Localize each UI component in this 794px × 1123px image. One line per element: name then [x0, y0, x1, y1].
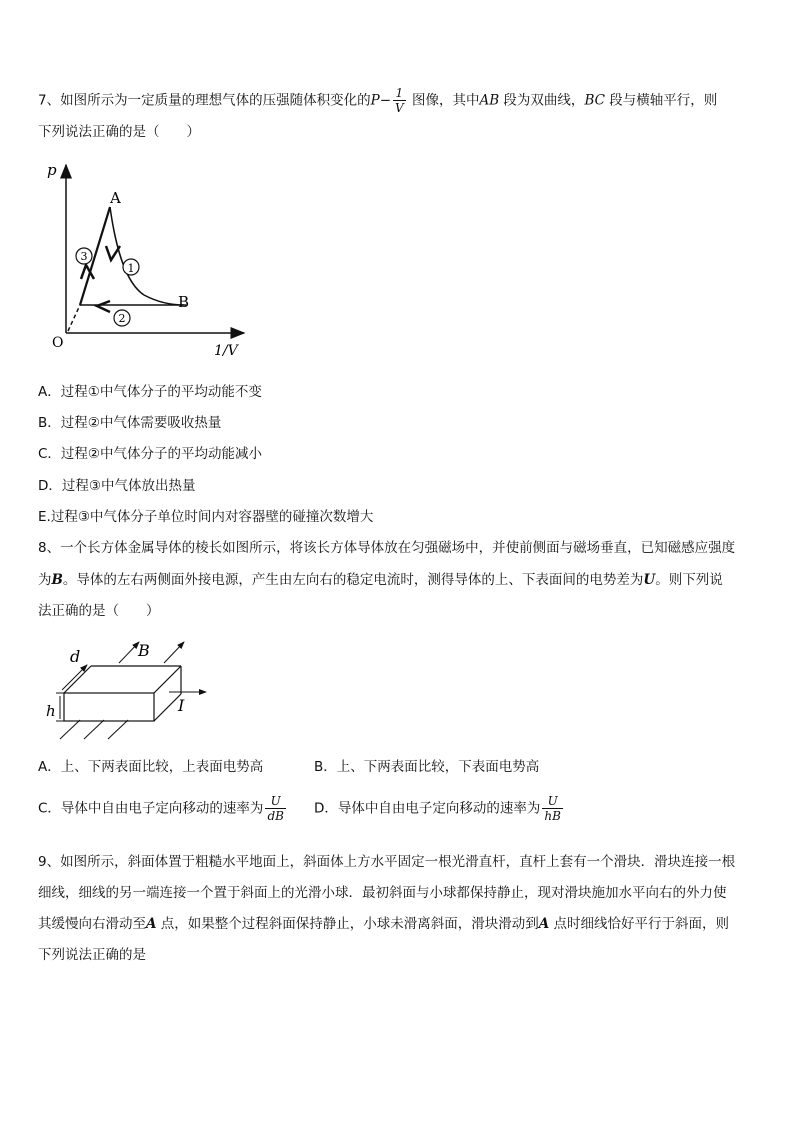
expr-p: P — [370, 92, 380, 109]
fraction-u-over-hb: $\frac{U}{hB}$ — [544, 794, 561, 823]
marker-1 — [123, 259, 139, 275]
q8-option-b: B．上、下两表面比较，下表面电势高 — [314, 759, 540, 775]
q9-stem-line3: 其缓慢向右滑动至A 点，如果整个过程斜面保持静止，小球未滑离斜面，滑块滑动到A 点时细线恰好平行于斜面，则 — [38, 916, 730, 932]
pv-graph-figure — [44, 155, 259, 365]
q8-option-c: C．导体中自由电子定向移动的速率为 $\frac{U}{dB}$ — [38, 794, 284, 823]
q7-option-e: E.过程③中气体分子单位时间内对容器壁的碰撞次数增大 — [38, 509, 374, 525]
dashed-extension — [68, 305, 80, 331]
process-1-curve — [110, 207, 184, 305]
marker-2 — [114, 310, 130, 326]
b-field-line-2 — [84, 720, 104, 739]
q8-option-a: A．上、下两表面比较，上表面电势高 — [38, 759, 264, 775]
expr-minus: − — [379, 92, 391, 109]
q8-stem-line3: 法正确的是（ ） — [38, 603, 160, 619]
d-dimension-arrow — [62, 665, 87, 690]
q8-option-d: D．导体中自由电子定向移动的速率为 $\frac{U}{hB}$ — [314, 794, 561, 823]
conductor-block-figure — [44, 636, 219, 746]
q9-stem-line2: 细线，细线的另一端连接一个置于斜面上的光滑小球．最初斜面与小球都保持静止，现对滑块施加水平向右的外力使 — [38, 885, 727, 901]
b-field-arrow-2 — [164, 642, 184, 663]
q8-stem-line2: 为B。导体的左右两侧面外接电源，产生由左向右的稳定电流时，测得导体的上、下表面间的电势差为U。则下列说 — [38, 572, 723, 588]
q7-stem-line2: 下列说法正确的是（ ） — [38, 124, 200, 140]
svg-text:3: 3 — [80, 250, 88, 263]
fraction-u-over-db: $\frac{U}{dB}$ — [267, 794, 284, 823]
b-field-arrow-1 — [119, 642, 139, 663]
d-label: d — [70, 647, 81, 666]
q8-stem-line1: 8、一个长方体金属导体的棱长如图所示，将该长方体导体放在匀强磁场中，并使前侧面与磁场垂直，已知磁感应强度 — [38, 540, 736, 556]
q9-stem-line1: 9、如图所示，斜面体置于粗糙水平地面上，斜面体上方水平固定一根光滑直杆，直杆上套有一个滑块．滑块连接一根 — [38, 854, 736, 870]
q7-stem-line1: 7、如图所示为一定质量的理想气体的压强随体积变化的P− $\frac{1}{V}$ 图像，其中AB 段为双曲线，BC 段与横轴平行，则 — [38, 86, 718, 115]
b-field-line-3 — [108, 720, 128, 739]
x-axis-label: 1/V — [214, 343, 238, 359]
h-label: h — [46, 702, 56, 720]
q9-stem-line4: 下列说法正确的是 — [38, 947, 146, 963]
q7-option-b: B．过程②中气体需要吸收热量 — [38, 415, 222, 431]
metal-block — [64, 666, 181, 721]
q7-option-a: A．过程①中气体分子的平均动能不变 — [38, 384, 262, 400]
point-b-label: B — [178, 293, 190, 311]
arrow-down-icon — [106, 246, 120, 260]
q7-option-c: C．过程②中气体分子的平均动能减小 — [38, 446, 263, 462]
fraction-one-over-v: $\frac{1}{V}$ — [395, 86, 404, 115]
q7-option-d: D．过程③中气体放出热量 — [38, 478, 196, 494]
marker-3 — [76, 248, 92, 264]
svg-text:1: 1 — [127, 262, 135, 275]
p-axis-label: p — [47, 161, 57, 179]
point-a-label: A — [110, 189, 121, 207]
i-label: I — [178, 696, 185, 715]
svg-text:2: 2 — [118, 312, 126, 325]
arrow-left-icon — [97, 301, 110, 312]
origin-label: O — [52, 335, 64, 351]
b-field-line-1 — [60, 720, 80, 739]
b-label: B — [138, 641, 150, 660]
